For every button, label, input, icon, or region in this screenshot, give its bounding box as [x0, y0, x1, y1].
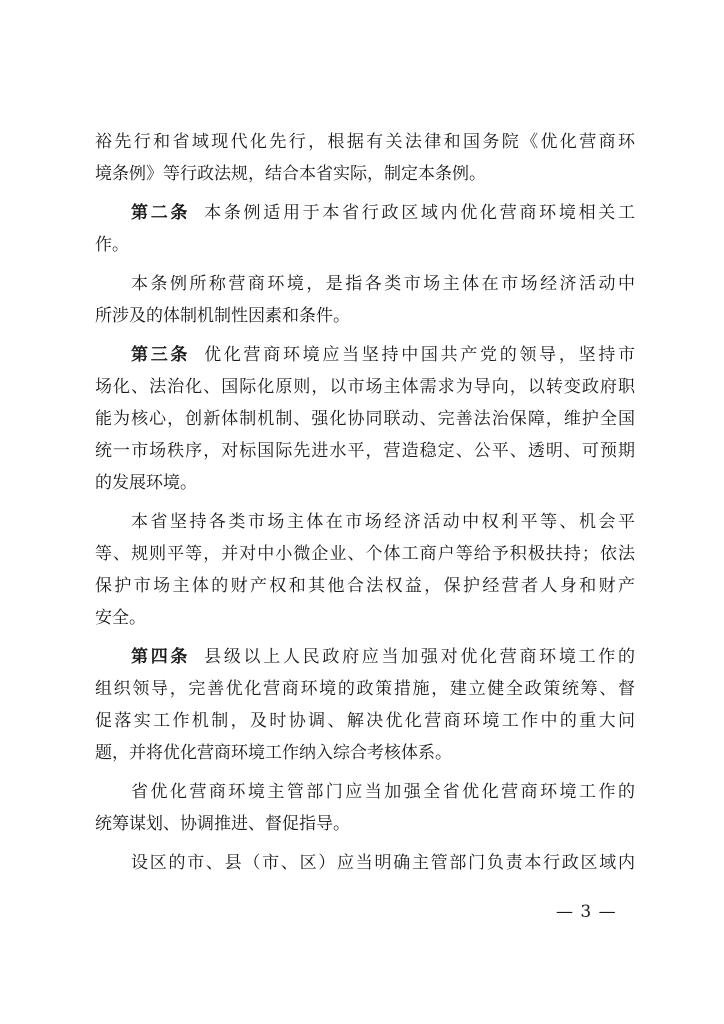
text-line-19: 题，并将优化营商环境工作纳入综合考核体系。 [95, 743, 452, 763]
text-line-11: 的发展环境。 [95, 473, 197, 493]
text-line-2: 境条例》等行政法规，结合本省实际，制定本条例。 [95, 164, 486, 184]
text-line-8: 场化、法治化、国际化原则，以市场主体需求为导向，以转变政府职 [95, 377, 635, 397]
article-3-heading-line [95, 339, 635, 371]
text-line-15: 安全。 [95, 608, 146, 628]
text-line-12: 本省坚持各类市场主体在市场经济活动中权利平等、机会平 [131, 512, 635, 532]
text-line-21: 统筹谋划、协调推进、督促指导。 [95, 814, 350, 834]
text-line-16: 县级以上人民政府应当加强对优化营商环境工作的 [204, 647, 635, 667]
text-line-5: 本条例所称营商环境，是指各类市场主体在市场经济活动中 [131, 274, 635, 294]
text-line-18: 促落实工作机制，及时协调、解决优化营商环境工作中的重大问 [95, 711, 635, 731]
text-line-13: 等、规则平等，并对中小微企业、个体工商户等给予积极扶持；依法 [95, 544, 635, 564]
text-line-1: 裕先行和省域现代化先行，根据有关法律和国务院《优化营商环 [95, 132, 635, 152]
page-number: — 3 — [556, 902, 617, 922]
text-line-3: 本条例适用于本省行政区域内优化营商环境相关工 [204, 203, 635, 223]
body-text [95, 126, 635, 879]
article-2-label: 第二条 [131, 203, 191, 223]
article-2-heading-line [95, 197, 635, 229]
text-line-20: 省优化营商环境主管部门应当加强全省优化营商环境工作的 [131, 782, 635, 802]
article-3-label: 第三条 [131, 345, 191, 365]
text-line-9: 能为核心，创新体制机制、强化协同联动、完善法治保障，维护全国 [95, 409, 635, 429]
text-line-4: 作。 [95, 235, 129, 255]
text-line-17: 组织领导，完善优化营商环境的政策措施，建立健全政策统筹、督 [95, 679, 635, 699]
article-4-label: 第四条 [131, 647, 191, 667]
article-4-heading-line [95, 641, 635, 673]
text-line-10: 统一市场秩序，对标国际先进水平，营造稳定、公平、透明、可预期 [95, 441, 635, 461]
text-line-14: 保护市场主体的财产权和其他合法权益，保护经营者人身和财产 [95, 576, 635, 596]
text-line-6: 所涉及的体制机制性因素和条件。 [95, 306, 350, 326]
text-line-22: 设区的市、县（市、区）应当明确主管部门负责本行政区域内 [131, 853, 635, 873]
text-line-7: 优化营商环境应当坚持中国共产党的领导，坚持市 [204, 345, 635, 365]
